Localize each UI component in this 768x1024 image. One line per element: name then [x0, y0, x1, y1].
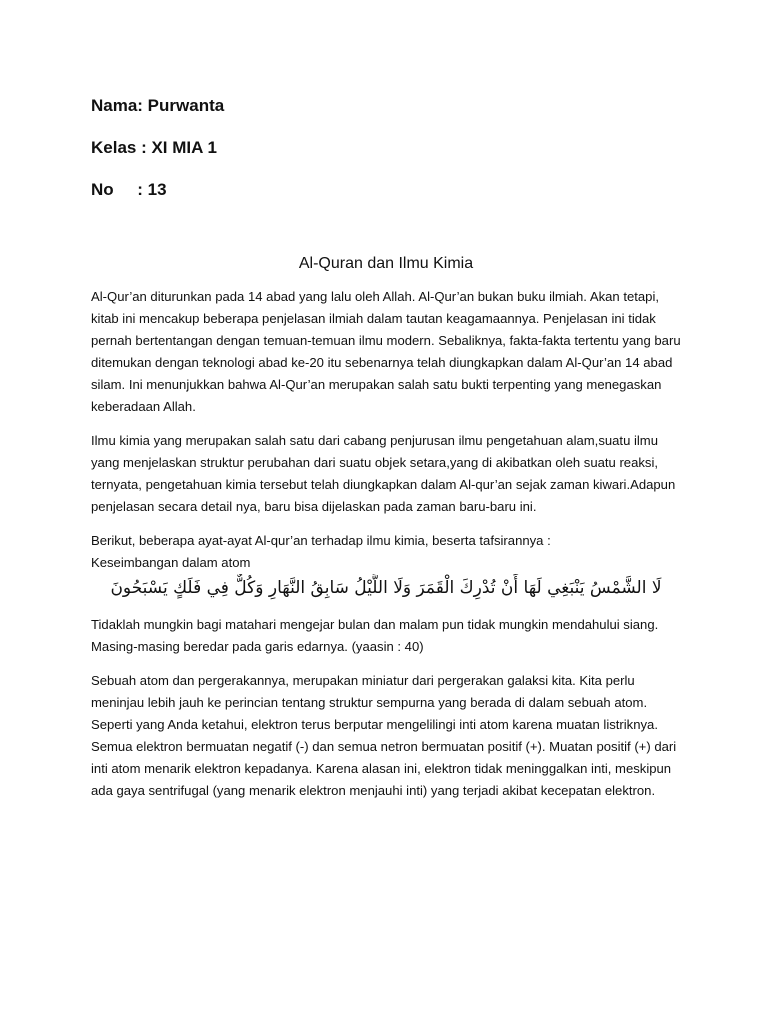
paragraph-atom-explanation: Sebuah atom dan pergerakannya, merupakan miniatur dari pergerakan galaksi kita. Kita perlu meninjau lebih jauh ke perincian tentang struktur sempurna yang berada di dalam sebuah atom. Seperti yang Anda ketahui, elektron terus berputar mengelilingi inti atom karena muatan listriknya. Semua elektron bermuatan negatif (-) dan semua netron bermuatan positif (+). Muatan positif (+) dari inti atom menarik elektron kepadanya. Karena alasan ini, elektron tidak meninggalkan inti, meskipun ada gaya sentrifugal (yang menarik elektron menjauhi inti) yang terjadi akibat kecepatan elektron.: [91, 673, 677, 798]
document-content: [91, 94, 681, 814]
paragraph-intro: Al-Qur’an diturunkan pada 14 abad yang lalu oleh Allah. Al-Qur’an bukan buku ilmiah. Akan tetapi, kitab ini mencakup beberapa penjelasan ilmiah dalam tautan keagamaannya. Penjelasan ini tidak pernah bertentangan dengan temuan-temuan ilmu modern. Sebaliknya, fakta-fakta tertentu yang baru ditemukan dengan teknologi abad ke-20 itu sebenarnya telah diungkapkan dalam Al-Qur’an 14 abad silam. Ini menunjukkan bahwa Al-Qur’an merupakan salah satu bukti terpenting yang menegaskan keberadaan Allah.: [91, 289, 681, 414]
student-name: Nama: Purwanta: [91, 96, 225, 115]
section-heading-atom-balance: Keseimbangan dalam atom: [91, 555, 251, 570]
paragraph-verses-intro: [91, 530, 681, 574]
document-title: Al-Quran dan Ilmu Kimia: [298, 255, 474, 272]
arabic-verse: لَا الشَّمْسُ يَنْبَغِي لَهَا أَنْ تُدْرِكَ الْقَمَرَ وَلَا اللَّيْلُ سَابِقُ النَّهَارِ وَكُلٌّ فِي فَلَكٍ يَسْبَحُونَ: [110, 578, 662, 598]
student-class: Kelas : XI MIA 1: [91, 138, 217, 157]
paragraph-chemistry: Ilmu kimia yang merupakan salah satu dari cabang penjurusan ilmu pengetahuan alam,suatu ilmu yang menjelaskan struktur perubahan dari suatu objek setara,yang di akibatkan oleh suatu reaksi, ternyata, pengetahuan kimia tersebut telah diungkapkan dalam Al-qur’an sejak zaman kiwari.Adapun penjelasan secara detail nya, baru bisa dijelaskan pada zaman baru-baru ini.: [91, 433, 676, 514]
verses-intro-text: Berikut, beberapa ayat-ayat Al-qur’an terhadap ilmu kimia, beserta tafsirannya :: [91, 533, 551, 548]
student-number: No : 13: [91, 180, 167, 199]
paragraph-verse-translation: Tidaklah mungkin bagi matahari mengejar bulan dan malam pun tidak mungkin mendahului siang. Masing-masing beredar pada garis edarnya. (yaasin : 40): [91, 617, 659, 654]
